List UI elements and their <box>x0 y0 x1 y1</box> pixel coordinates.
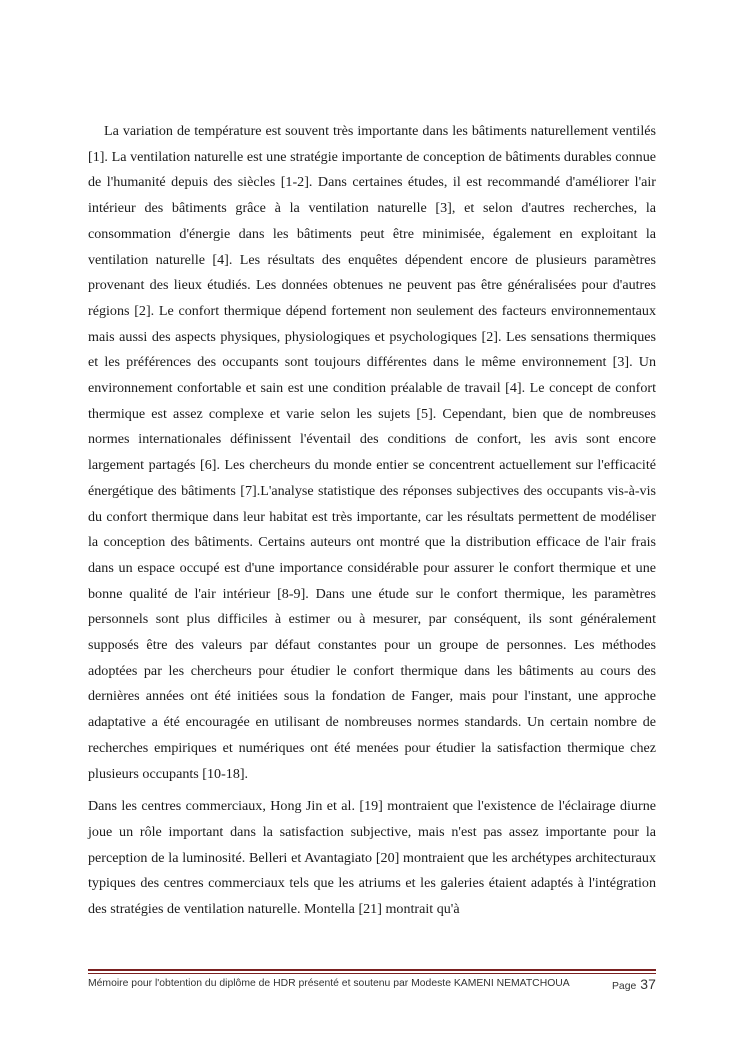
body-text <box>88 119 656 923</box>
footer-text: Mémoire pour l'obtention du diplôme de HDR présenté et soutenu par Modeste KAMENI NEMATCHOUA <box>88 978 570 989</box>
footer-rule-thick <box>88 969 656 971</box>
footer-page <box>612 976 656 994</box>
paragraph-1: La variation de température est souvent très importante dans les bâtiments naturellement ventilés [1]. La ventilation naturelle est une stratégie importante de conception de bâtiments durables connue de l'humanité depuis des siècles [1-2]. Dans certaines études, il est recommandé d'améliorer l'air intérieur des bâtiments grâce à la ventilation naturelle [3], et selon d'autres recherches, la consommation d'énergie dans les bâtiments peut être minimisée, également en exploitant la ventilation naturelle [4]. Les résultats des enquêtes dépendent encore de plusieurs paramètres provenant des lieux étudiés. Les données obtenues ne peuvent pas être généralisées pour d'autres régions [2]. Le confort thermique dépend fortement non seulement des facteurs environnementaux mais aussi des aspects physiques, physiologiques et psychologiques [2]. Les sensations thermiques et les préférences des occupants sont toujours différentes dans le même environnement [3]. Un environnement confortable et sain est une condition préalable de travail [4]. Le concept de confort thermique est assez complexe et varie selon les sujets [5]. Cependant, bien que de nombreuses normes internationales définissent l'éventail des conditions de confort, les avis sont encore largement partagés [6]. Les chercheurs du monde entier se concentrent actuellement sur l'efficacité énergétique des bâtiments [7].L'analyse statistique des réponses subjectives des occupants vis-à-vis du confort thermique dans leur habitat est très importante, car les résultats permettent de modéliser la conception des bâtiments. Certains auteurs ont montré que la distribution efficace de l'air frais dans un espace occupé est d'une importance considérable pour assurer le confort thermique et une bonne qualité de l'air intérieur [8-9]. Dans une étude sur le confort thermique, les paramètres personnels sont plus difficiles à estimer ou à mesurer, par conséquent, ils sont généralement supposés être des valeurs par défaut constantes pour un groupe de personnes. Les méthodes adoptées par les chercheurs pour étudier le confort thermique dans les bâtiments au cours des dernières années ont été initiées sous la fondation de Fanger, mais pour l'instant, une approche adaptative a été encouragée en utilisant de nombreuses normes standards. Un certain nombre de recherches empiriques et numériques ont été menées pour étudier la satisfaction thermique chez plusieurs occupants [10-18]. <box>88 123 656 782</box>
page-label: Page <box>612 981 637 992</box>
page-number: 37 <box>640 976 656 992</box>
footer-rule-thin <box>88 973 656 974</box>
paragraph-2: Dans les centres commerciaux, Hong Jin et al. [19] montraient que l'existence de l'éclairage diurne joue un rôle important dans la satisfaction subjective, mais n'est pas assez importante pour la perception de la luminosité. Belleri et Avantagiato [20] montraient que les archétypes architecturaux typiques des centres commerciaux tels que les atriums et les galeries étaient adaptés à l'intégration des stratégies de ventilation naturelle. Montella [21] montrait qu'à <box>88 798 656 918</box>
